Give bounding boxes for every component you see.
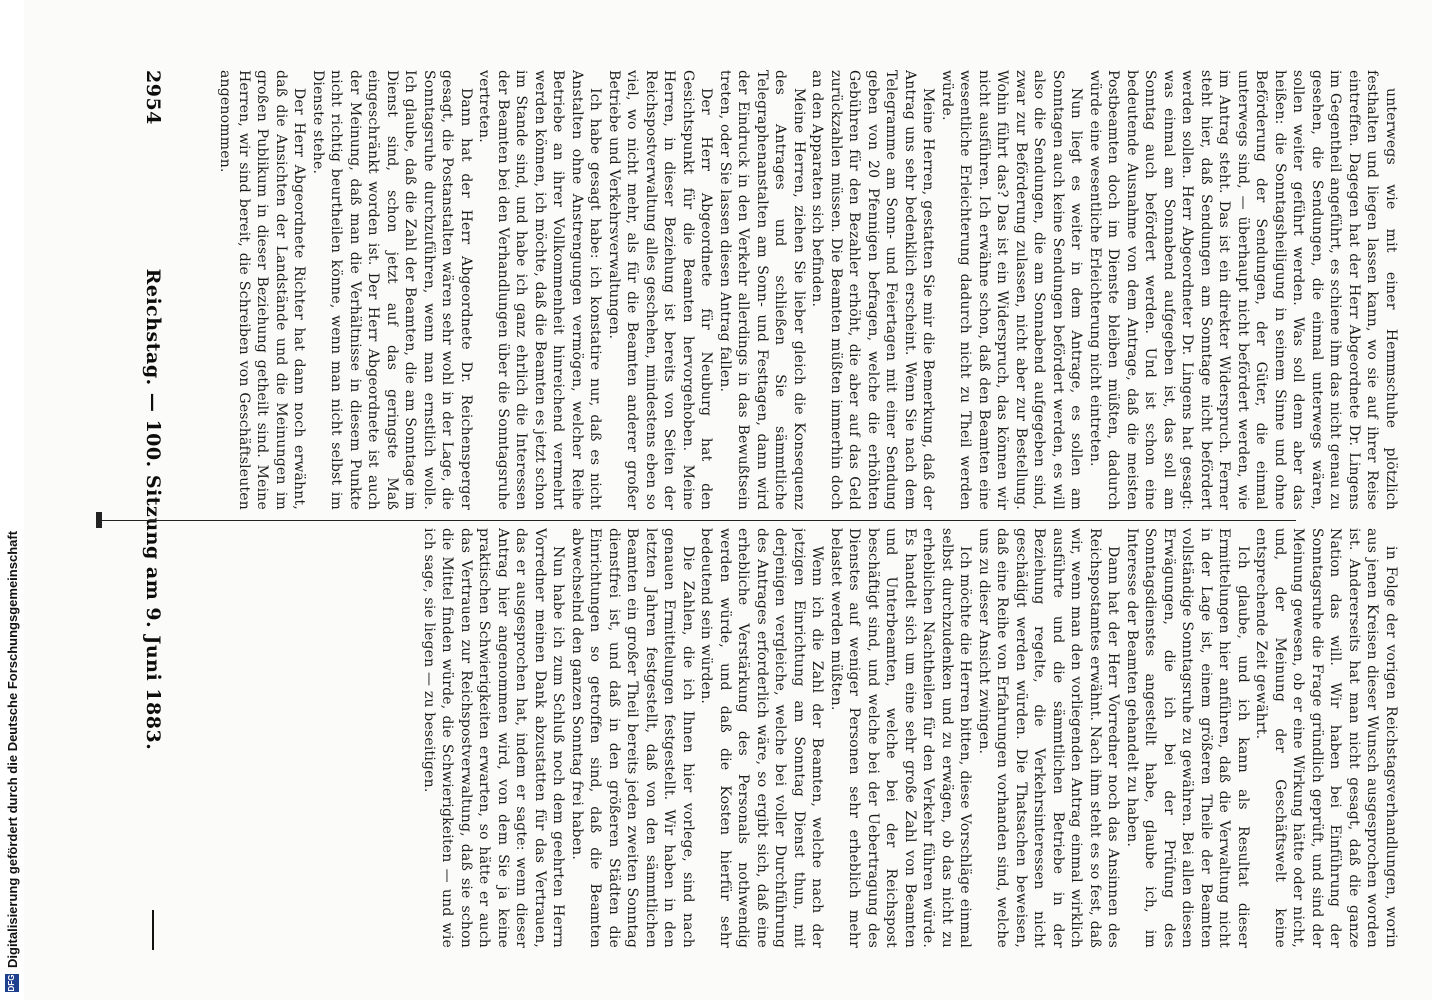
document-page: [118, 70, 1408, 950]
paragraph: Nun habe ich zum Schluß noch dem geehrten Herrn Vorredner meinen Dank abzustatten für das Vertrauen, das er ausgesprochen hat, indem er sagte: wenn dieser Antrag hier angenommen wird, von dem Sie ja keine praktischen Schwierigkeiten erwarten, so hätte er auch das Vertrauen zur Reichspostverwaltung, daß sie schon die Mittel finden würde, die Schwierigkeiten — und wie ich sage, sie liegen — zu beseitigen.: [421, 528, 567, 948]
paragraph: Wenn ich die Zahl der Beamten, welche nach der jetzigen Einrichtung am Sonntag Dienst thun, mit derjenigen vergleiche, welche bei voller Durchführung des Antrages erforderlich wäre, so ergibt sich, daß eine erhebliche Verstärkung des Personals nothwendig werden würde, und daß die Kosten hierfür sehr bedeutend sein würden.: [698, 528, 826, 948]
paragraph: Ich habe gesagt habe: ich konstatire nur, daß es nicht Anstalten ohne Anstrengungen vermögen, welcher Reihe Betriebe an ihrer Vollkommenheit hinreichend vermehrt werden können, ich möchte, daß die Beamten es jetzt schon im Stande sind, und habe ich ganz ehrlich die Interessen der Beamten bei den Verhandlungen über die Sonntagsruhe vertreten.: [476, 70, 604, 510]
header-rule: [152, 910, 154, 950]
column-divider-marker: [96, 512, 102, 528]
text-column-right: [190, 528, 1400, 948]
paragraph: Ich möchte die Herren bitten, diese Vorschläge einmal selbst durchzudenken und zu erwägen, ob das nicht zu erheblichen Nachtheilen für den Verkehr führen würde. Es handelt sich um eine sehr große Zahl von Beamten und Unterbeamten, welche bei der Reichspost beschäftigt sind, und welche bei der Uebertragung des Dienstes auf weniger Personen sehr erheblich mehr belastet werden müßten.: [828, 528, 974, 948]
paragraph: Nun liegt es weiter in dem Antrage, es sollen am Sonntagen auch keine Sendungen befördert werden, es will also die Sendungen, die am Sonnabend aufgegeben sind, zwar zur Beförderung zulassen, nicht aber zur Bestellung. Wohin führt das? Das ist ein Widerspruch, das können wir nicht ausführen. Ich erwähne schon, daß den Beamten eine wesentliche Erleichterung dadurch nicht zu Theil werden würde.: [939, 70, 1085, 510]
running-title: Reichstag. — 100. Sitzung am 9. Juni 1883.: [142, 268, 164, 751]
paragraph: Ich glaube, und ich kann als Resultat dieser Ermittelungen hier anführen, daß die Verwaltung nicht in der Lage ist, einem größeren Theile der Beamten vollständige Sonntagsruhe zu gewähren. Bei allen diesen Erwägungen, die ich bei der Prüfung des Sonntagsdienstes angestellt habe, glaube ich, im Interesse der Beamten gehandelt zu haben.: [1124, 528, 1251, 948]
paragraph: in Folge der vorigen Reichstagsverhandlungen, worin aus jenen Kreisen dieser Wunsch ausgesprochen worden ist. Andererseits hat man nicht gesagt, daß die ganze Nation das will. Wir haben bei Einführung der Sonntagsruhe die Frage gründlich geprüft, und sind der Meinung gewesen, ob er eine Wirkung hätte oder nicht, und, der Meinung der Geschäftswelt keine entsprechende Zeit gewährt.: [1253, 528, 1399, 948]
page-number: 2954: [142, 70, 164, 125]
paragraph: Meine Herren, ziehen Sie lieber gleich die Konsequenz des Antrages und schließen Sie sämmtliche Telegraphenanstalten am Sonn- und Festtagen, dann wird der Eindruck in den Verkehr allerdings in das Bewußtsein treten, oder Sie lassen diesen Antrag fallen.: [717, 70, 807, 510]
paragraph: Der Herr Abgeordnete Richter hat dann noch erwähnt, daß die Ansichten der Landstände und die Meinungen im großen Publikum in dieser Beziehung getheilt sind. Meine Herren, wir sind bereit, die Schreiben von Geschäftsleuten angenommen.: [217, 70, 308, 510]
paragraph: Dann hat der Herr Vorredner noch das Ansinnen des Reichspostamtes erwähnt. Nach ihm steht es so fest, daß wir, wenn man den vorliegenden Antrag einmal wirklich ausführte und die sämmtlichen Betriebe in der Beziehung regelte, die Verkehrsinteressen nicht geschädigt werden würden. Die Thatsachen beweisen, daß eine Reihe von Erfahrungen vorhanden sind, welche uns zu dieser Ansicht zwingen.: [976, 528, 1122, 948]
paragraph: unterwegs wie mit einer Hemmschuhe plötzlich festhalten und liegen lassen kann, wo sie auf ihrer Reise eintreffen. Dagegen hat der Herr Abgeordnete Dr. Lingens im Gegentheil angeführt, es schiene ihm das nicht genau zu gesehen, die Sendungen, die einmal unterwegs wären, sollen weiter geführt werden. Was soll denn aber das heißen: die Sonntagsheiligung in seinem Sinne und ohne Beförderung der Sendungen, der Güter, die einmal unterwegs sind, — überhaupt nicht befördert werden, wie im Antrag steht. Das ist ein direkter Widerspruch. Ferner steht hier, daß Sendungen am Sonntage nicht befördert werden sollen. Herr Abgeordneter Dr. Lingens hat gesagt: was einmal am Sonnabend aufgegeben ist, das soll am Sonntag auch befördert werden. Und ist schon eine bedeutende Ausnahme von dem Antrage, daß die meisten Postbeamten doch im Dienste bleiben müßten, dadurch würde eine wesentliche Erleichterung nicht eintreten.: [1087, 70, 1399, 510]
page-header: [118, 70, 188, 950]
paragraph: Der Herr Abgeordnete für Neuburg hat den Gesichtspunkt für die Beamten hervorgehoben. Meine Herren, in dieser Beziehung ist bereits von Seiten der Reichspostverwaltung alles geschehen, mindestens eben so viel, wo nicht mehr, als für die Beamten anderer großer Betriebe und Verkehrsverwaltungen.: [606, 70, 715, 510]
banner-text: Digitalisierung gefördert durch die Deutsche Forschungsgemeinschaft: [4, 530, 20, 968]
paragraph: Die Zahlen, die ich Ihnen hier vorlege, sind nach genauen Ermittelungen festgestellt. Wir haben in den letzten Jahren festgestellt, daß von den sämmtlichen Beamten ein großer Theil bereits jeden zweiten Sonntag dienstfrei ist, und daß in den größeren Städten die Einrichtungen so getroffen sind, daß die Beamten abwechselnd den ganzen Sonntag frei haben.: [569, 528, 696, 948]
paragraph: Meine Herren, gestatten Sie mir die Bemerkung, daß der Antrag uns sehr bedenklich erscheint. Wenn Sie nach dem Telegramme am Sonn- und Feiertagen mit einer Sendung geben von 20 Pfennigen befragen, welche die erhöhten Gebühren für den Bezahler erhöht, die aber auf das Geld zurückzahlen müssen. Die Beamten müßten immerhin doch an den Apparaten sich befinden.: [809, 70, 937, 510]
text-column-left: [190, 70, 1400, 510]
column-divider: [100, 520, 1296, 521]
paragraph: Dann hat der Herr Abgeordnete Dr. Reichensperger gesagt, die Postanstalten wären sehr wohl in der Lage, die Sonntagsruhe durchzuführen, wenn man ernstlich wolle. Ich glaube, daß die Zahl der Beamten, die am Sonntage im Dienst sind, schon jetzt auf das geringste Maß eingeschränkt worden ist. Der Herr Abgeordnete ist auch der Meinung, daß man die Verhältnisse in diesem Punkte nicht richtig beurtheilen könne, wenn man nicht selbst im Dienste stehe.: [310, 70, 474, 510]
dfg-logo: DFG: [5, 974, 19, 992]
digitization-banner: [0, 0, 24, 1000]
